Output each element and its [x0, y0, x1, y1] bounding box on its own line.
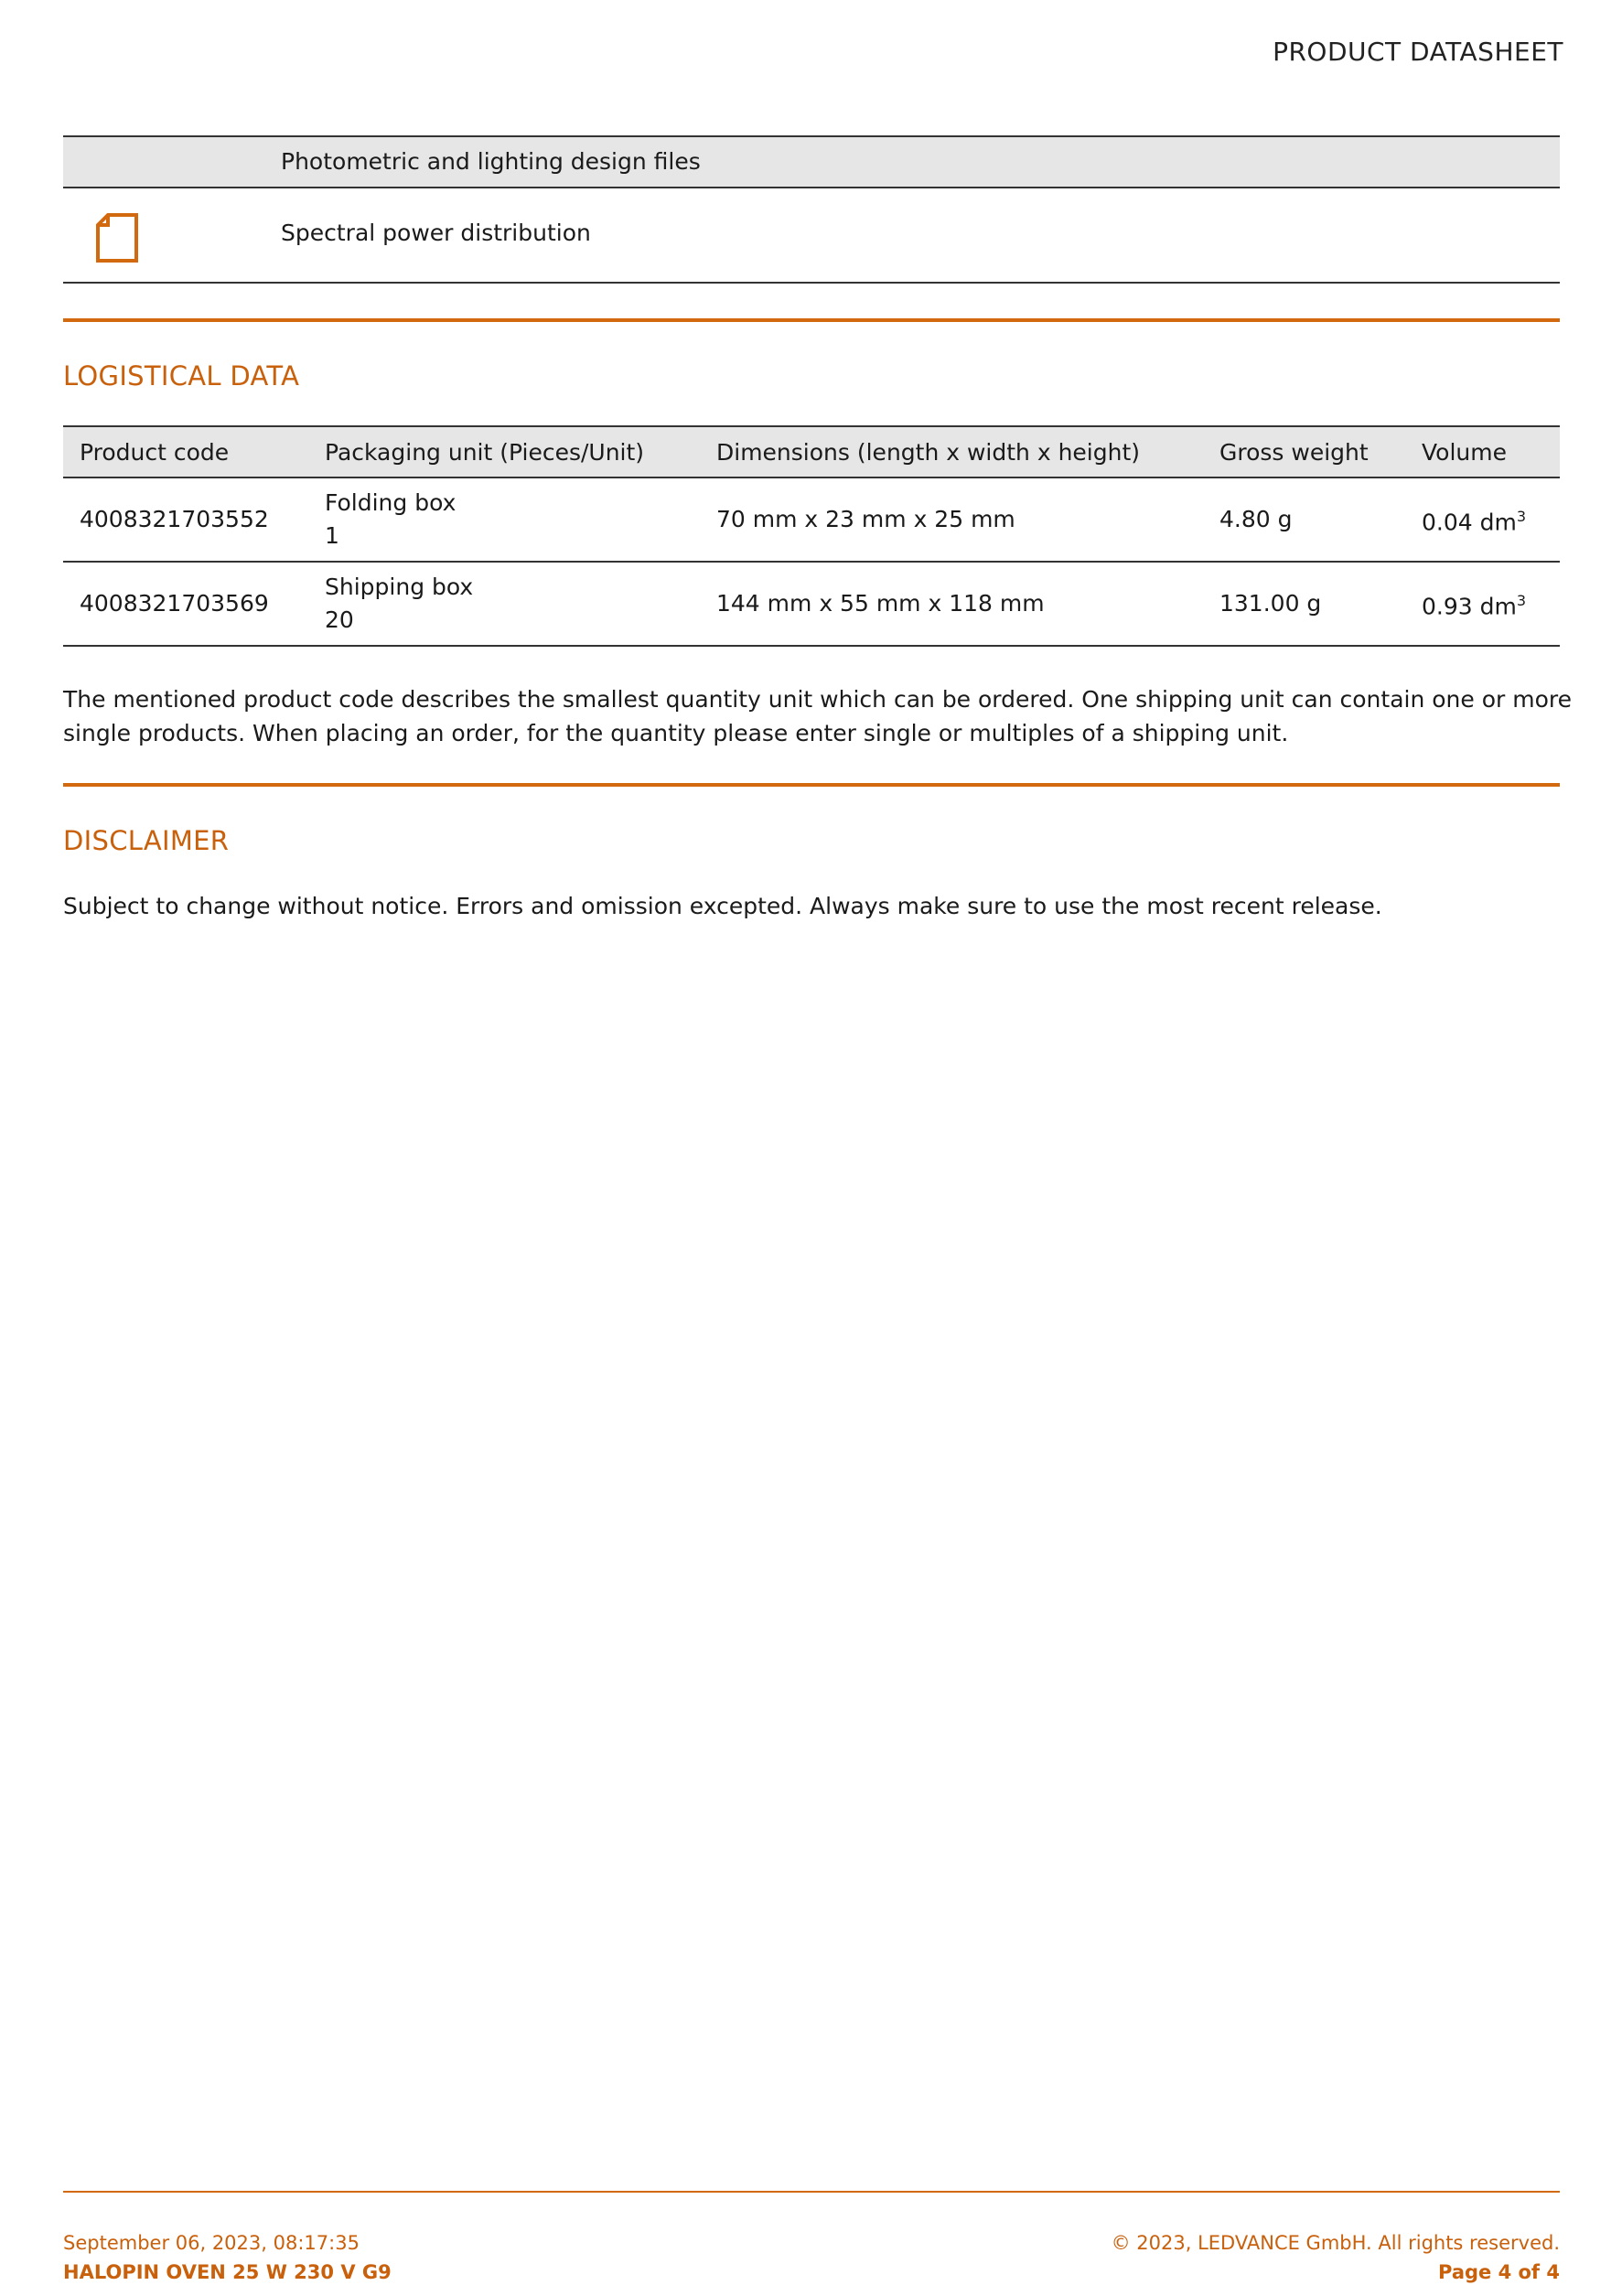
col-gross-weight: Gross weight: [1203, 426, 1405, 477]
packaging-unit: [308, 477, 700, 562]
downloads-heading: Photometric and lighting design files: [281, 148, 701, 175]
table-header-row: [63, 426, 1560, 477]
pack-qty: 20: [325, 606, 354, 633]
volume-exponent: 3: [1516, 591, 1527, 609]
table-row: [63, 477, 1560, 562]
download-row[interactable]: [63, 188, 1560, 284]
product-code: 4008321703569: [63, 562, 308, 646]
dimensions: 144 mm x 55 mm x 118 mm: [700, 562, 1203, 646]
product-code: 4008321703552: [63, 477, 308, 562]
dimensions: 70 mm x 23 mm x 25 mm: [700, 477, 1203, 562]
volume: [1405, 477, 1560, 562]
downloads-header: [63, 135, 1560, 188]
document-icon[interactable]: [95, 212, 139, 263]
volume-exponent: 3: [1516, 507, 1527, 525]
table-row: [63, 562, 1560, 646]
col-packaging-unit: Packaging unit (Pieces/Unit): [308, 426, 700, 477]
pack-type: Folding box: [325, 489, 457, 516]
pack-qty: 1: [325, 522, 339, 549]
packaging-unit: [308, 562, 700, 646]
page-title: PRODUCT DATASHEET: [1273, 37, 1563, 67]
volume-value: 0.93 dm: [1422, 593, 1517, 620]
footer-copyright: © 2023, LEDVANCE GmbH. All rights reserved.: [1111, 2232, 1560, 2254]
section-divider: [63, 783, 1560, 787]
col-volume: Volume: [1405, 426, 1560, 477]
gross-weight: 4.80 g: [1203, 477, 1405, 562]
disclaimer-title: DISCLAIMER: [63, 825, 230, 856]
footer-page-number: Page 4 of 4: [1438, 2261, 1560, 2283]
section-divider: [63, 318, 1560, 322]
volume: [1405, 562, 1560, 646]
gross-weight: 131.00 g: [1203, 562, 1405, 646]
volume-value: 0.04 dm: [1422, 509, 1517, 536]
logistical-note: The mentioned product code describes the smallest quantity unit which can be ordered. One shipping unit can contain one or more single products. When placing an order, for the quantity please enter single or multiples of a shipping unit.: [63, 686, 1573, 746]
footer-product: HALOPIN OVEN 25 W 230 V G9: [63, 2261, 392, 2283]
logistical-table: [63, 425, 1560, 647]
disclaimer-text: Subject to change without notice. Errors and omission excepted. Always make sure to use the most recent release.: [63, 893, 1382, 919]
downloads-table: [63, 135, 1560, 284]
col-product-code: Product code: [63, 426, 308, 477]
download-label[interactable]: Spectral power distribution: [281, 220, 591, 246]
footer-date: September 06, 2023, 08:17:35: [63, 2232, 360, 2254]
logistical-title: LOGISTICAL DATA: [63, 360, 300, 392]
footer-divider: [63, 2191, 1560, 2193]
pack-type: Shipping box: [325, 574, 474, 600]
col-dimensions: Dimensions (length x width x height): [700, 426, 1203, 477]
